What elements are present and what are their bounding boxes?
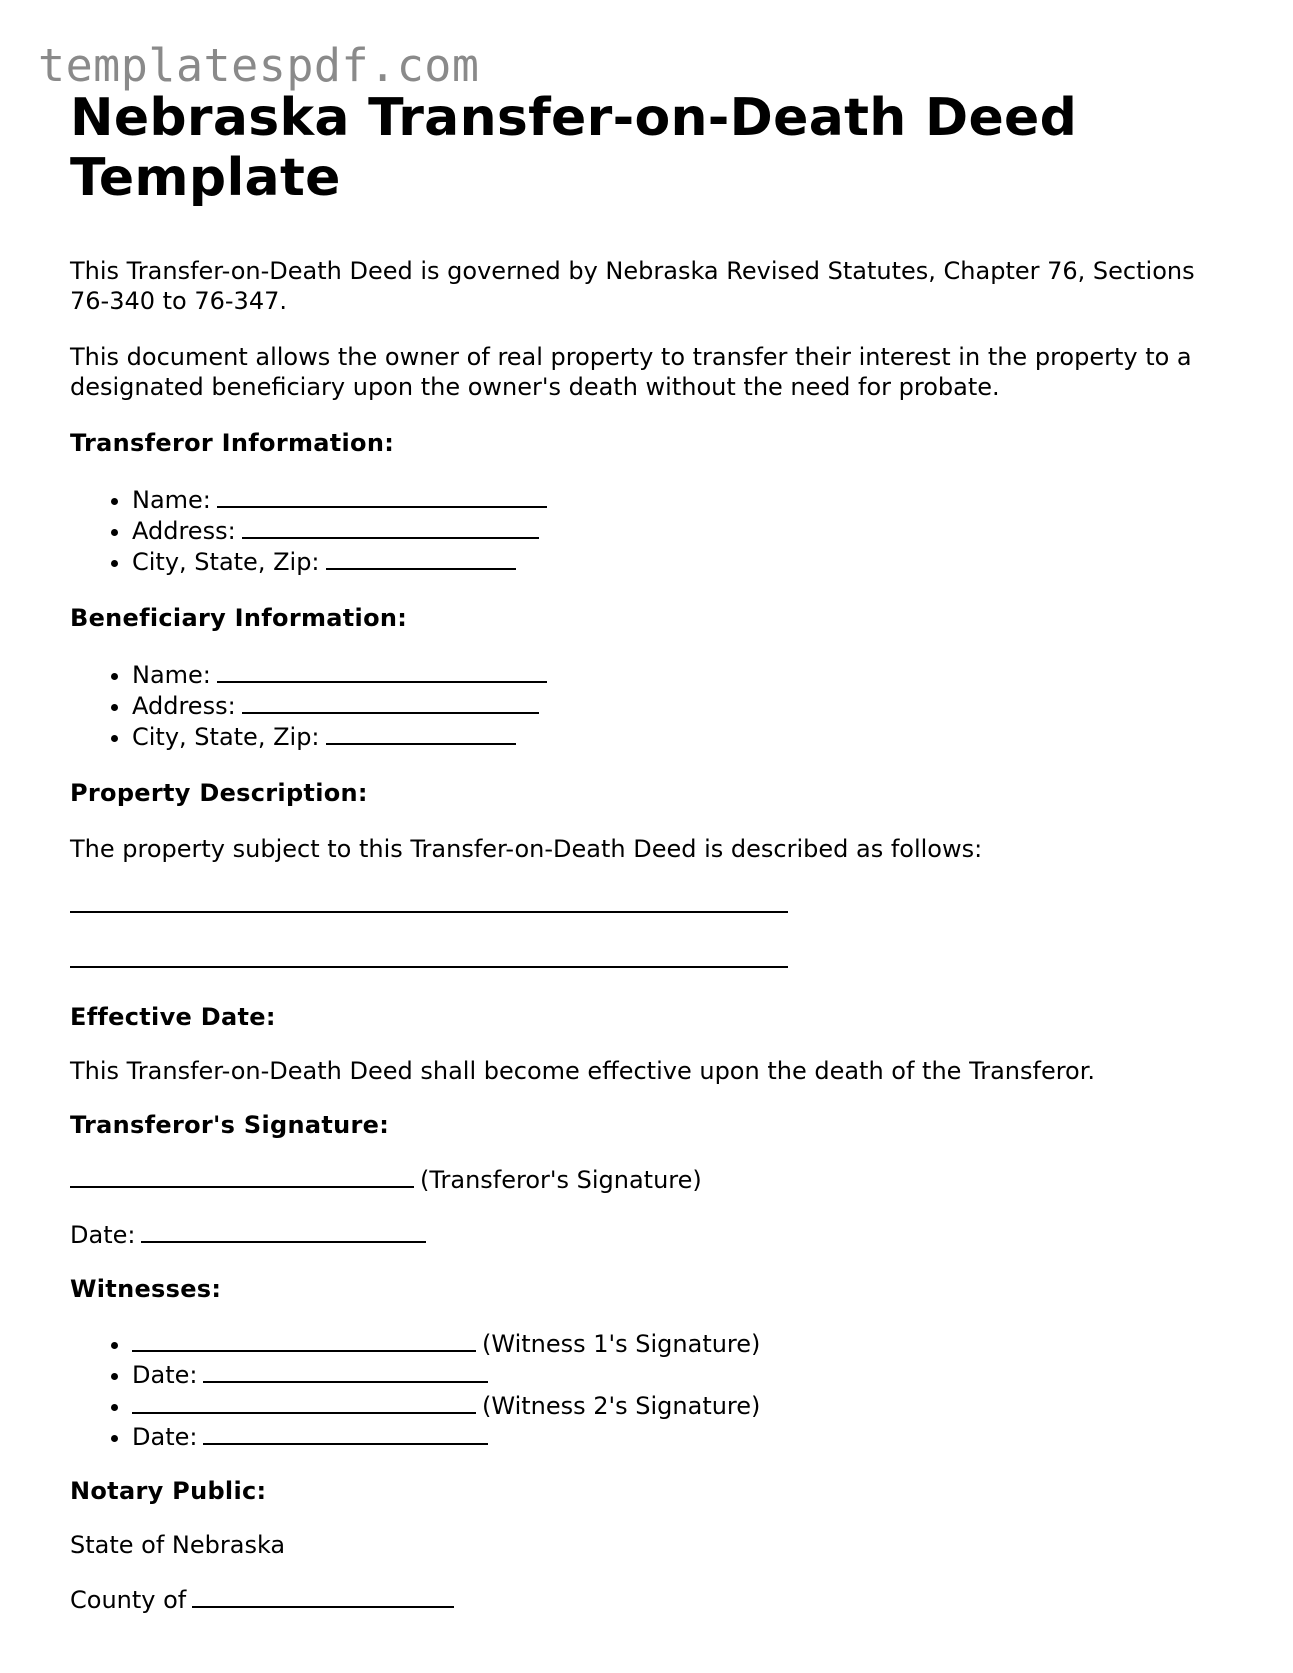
notary-state: State of Nebraska [70, 1531, 286, 1559]
transferor-address-label: Address: [132, 517, 236, 545]
witness-2-date-label: Date: [132, 1423, 198, 1451]
governing-law-paragraph: This Transfer-on-Death Deed is governed by Nebraska Revised Statutes, Chapter 76, Sections 76-340 to 76-347. [70, 257, 1195, 315]
page-title: Nebraska Transfer-on-Death Deed Template [70, 88, 1078, 208]
transferor-city-label: City, State, Zip: [132, 548, 320, 576]
transferor-date-label: Date: [70, 1221, 136, 1249]
purpose-paragraph: This document allows the owner of real property to transfer their interest in the property to a designated beneficiary upon the owner's death without the need for probate. [70, 343, 1192, 401]
beneficiary-address-label: Address: [132, 692, 236, 720]
witnesses-heading: Witnesses: [70, 1275, 222, 1303]
transferor-city-blank[interactable] [326, 546, 516, 570]
witness-2-date-blank[interactable] [203, 1421, 488, 1445]
beneficiary-address-blank[interactable] [242, 690, 539, 714]
property-heading: Property Description: [70, 779, 368, 807]
transferor-signature-blank[interactable] [70, 1164, 414, 1188]
witness-1-date-blank[interactable] [203, 1359, 488, 1383]
beneficiary-heading: Beneficiary Information: [70, 604, 408, 632]
transferor-name-blank[interactable] [217, 484, 547, 508]
transferor-heading: Transferor Information: [70, 429, 395, 457]
transferor-name-item [132, 484, 1230, 515]
witness-1-signature-blank[interactable] [132, 1328, 476, 1352]
witness-2-date-item [132, 1421, 1230, 1452]
witness-fields [70, 1328, 1230, 1452]
beneficiary-city-label: City, State, Zip: [132, 723, 320, 751]
beneficiary-city-blank[interactable] [326, 721, 516, 745]
transferor-signature-caption: (Transferor's Signature) [420, 1166, 702, 1194]
watermark: templatespdf.com [38, 39, 480, 92]
document-page [70, 88, 1230, 1615]
witness-1-caption: (Witness 1's Signature) [482, 1330, 761, 1358]
witness-2-signature-item [132, 1390, 1230, 1421]
effective-date-heading: Effective Date: [70, 1003, 276, 1031]
notary-county-blank[interactable] [192, 1584, 454, 1608]
effective-date-text: This Transfer-on-Death Deed shall become effective upon the death of the Transferor. [70, 1057, 1096, 1085]
beneficiary-name-blank[interactable] [217, 659, 547, 683]
beneficiary-name-label: Name: [132, 661, 211, 689]
transferor-signature-heading: Transferor's Signature: [70, 1111, 390, 1139]
witness-1-date-label: Date: [132, 1361, 198, 1389]
transferor-address-blank[interactable] [242, 515, 539, 539]
beneficiary-address-item [132, 690, 1230, 721]
witness-1-signature-item [132, 1328, 1230, 1359]
transferor-signature-line [70, 1164, 1230, 1195]
beneficiary-city-item [132, 721, 1230, 752]
notary-heading: Notary Public: [70, 1477, 267, 1505]
notary-county-label: County of [70, 1586, 187, 1614]
notary-county-line [70, 1584, 1230, 1615]
witness-1-date-item [132, 1359, 1230, 1390]
transferor-city-item [132, 546, 1230, 577]
beneficiary-name-item [132, 659, 1230, 690]
transferor-address-item [132, 515, 1230, 546]
transferor-date-line [70, 1219, 1230, 1250]
transferor-name-label: Name: [132, 486, 211, 514]
witness-2-caption: (Witness 2's Signature) [482, 1392, 761, 1420]
witness-2-signature-blank[interactable] [132, 1390, 476, 1414]
property-text: The property subject to this Transfer-on-Death Deed is described as follows: [70, 835, 983, 863]
transferor-fields [70, 484, 1230, 577]
beneficiary-fields [70, 659, 1230, 752]
transferor-date-blank[interactable] [141, 1219, 426, 1243]
